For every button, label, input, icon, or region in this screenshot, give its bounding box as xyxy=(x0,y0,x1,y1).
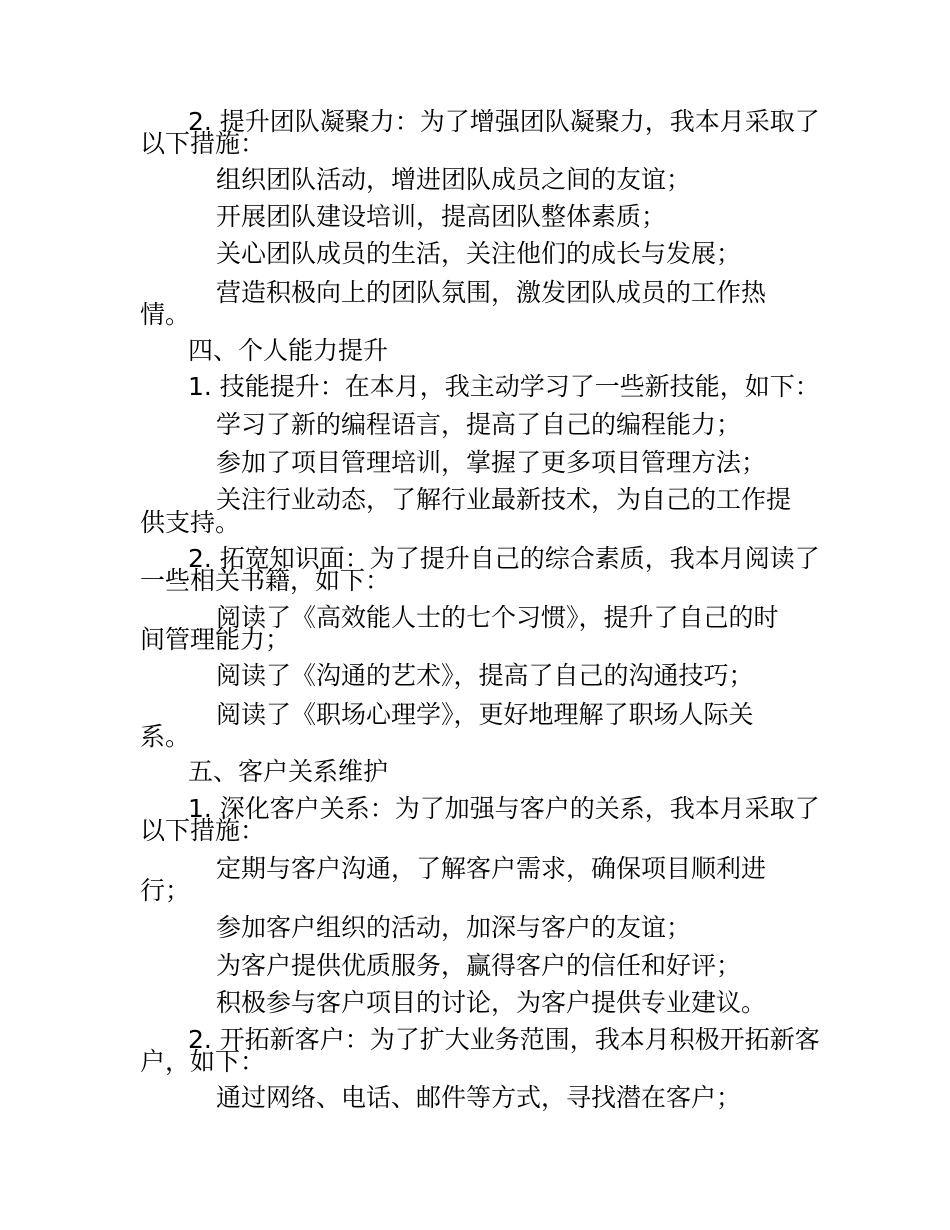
paragraph-line: 阅读了《沟通的艺术》，提高了自己的沟通技巧； xyxy=(216,661,754,690)
paragraph-line: 定期与客户沟通，了解客户需求，确保项目顺利进 xyxy=(216,854,767,883)
paragraph-line: 一些相关书籍，如下： xyxy=(140,566,391,595)
paragraph-line: 积极参与客户项目的讨论，为客户提供专业建议。 xyxy=(216,988,767,1017)
paragraph-line: 关心团队成员的生活，关注他们的成长与发展； xyxy=(216,239,742,268)
paragraph-line: 以下措施： xyxy=(140,129,266,158)
paragraph-line: 参加了项目管理培训，掌握了更多项目管理方法； xyxy=(216,448,767,477)
paragraph-line: 1. 技能提升：在本月，我主动学习了一些新技能，如下： xyxy=(188,372,820,401)
paragraph-line: 组织团队活动，增进团队成员之间的友谊； xyxy=(216,165,692,194)
paragraph-line: 情。 xyxy=(140,300,191,329)
paragraph-line: 学习了新的编程语言，提高了自己的编程能力； xyxy=(216,410,742,439)
paragraph-line: 以下措施： xyxy=(140,816,266,845)
paragraph-line: 2. 拓宽知识面：为了提升自己的综合素质，我本月阅读了 xyxy=(188,544,820,573)
paragraph-line: 为客户提供优质服务，赢得客户的信任和好评； xyxy=(216,951,742,980)
paragraph-line: 2. 提升团队凝聚力：为了增强团队凝聚力，我本月采取了 xyxy=(188,107,820,136)
paragraph-line: 参加客户组织的活动，加深与客户的友谊； xyxy=(216,913,692,942)
section-heading: 五、客户关系维护 xyxy=(188,757,389,786)
paragraph-line: 间管理能力； xyxy=(140,625,291,654)
paragraph-line: 阅读了《职场心理学》，更好地理解了职场人际关 xyxy=(216,700,754,729)
section-heading: 四、个人能力提升 xyxy=(188,336,389,365)
paragraph-line: 关注行业动态，了解行业最新技术，为自己的工作提 xyxy=(216,485,792,514)
paragraph-line: 供支持。 xyxy=(140,508,241,537)
paragraph-line: 行； xyxy=(140,876,191,905)
paragraph-line: 开展团队建设培训，提高团队整体素质； xyxy=(216,202,667,231)
paragraph-line: 阅读了《高效能人士的七个习惯》，提升了自己的时 xyxy=(216,603,779,632)
paragraph-line: 系。 xyxy=(140,722,191,751)
paragraph-line: 营造积极向上的团队氛围，激发团队成员的工作热 xyxy=(216,278,767,307)
paragraph-line: 通过网络、电话、邮件等方式，寻找潜在客户； xyxy=(216,1083,742,1112)
paragraph-line: 2. 开拓新客户：为了扩大业务范围，我本月积极开拓新客 xyxy=(188,1025,820,1054)
paragraph-line: 1. 深化客户关系：为了加强与客户的关系，我本月采取了 xyxy=(188,794,820,823)
paragraph-line: 户，如下： xyxy=(140,1047,266,1076)
